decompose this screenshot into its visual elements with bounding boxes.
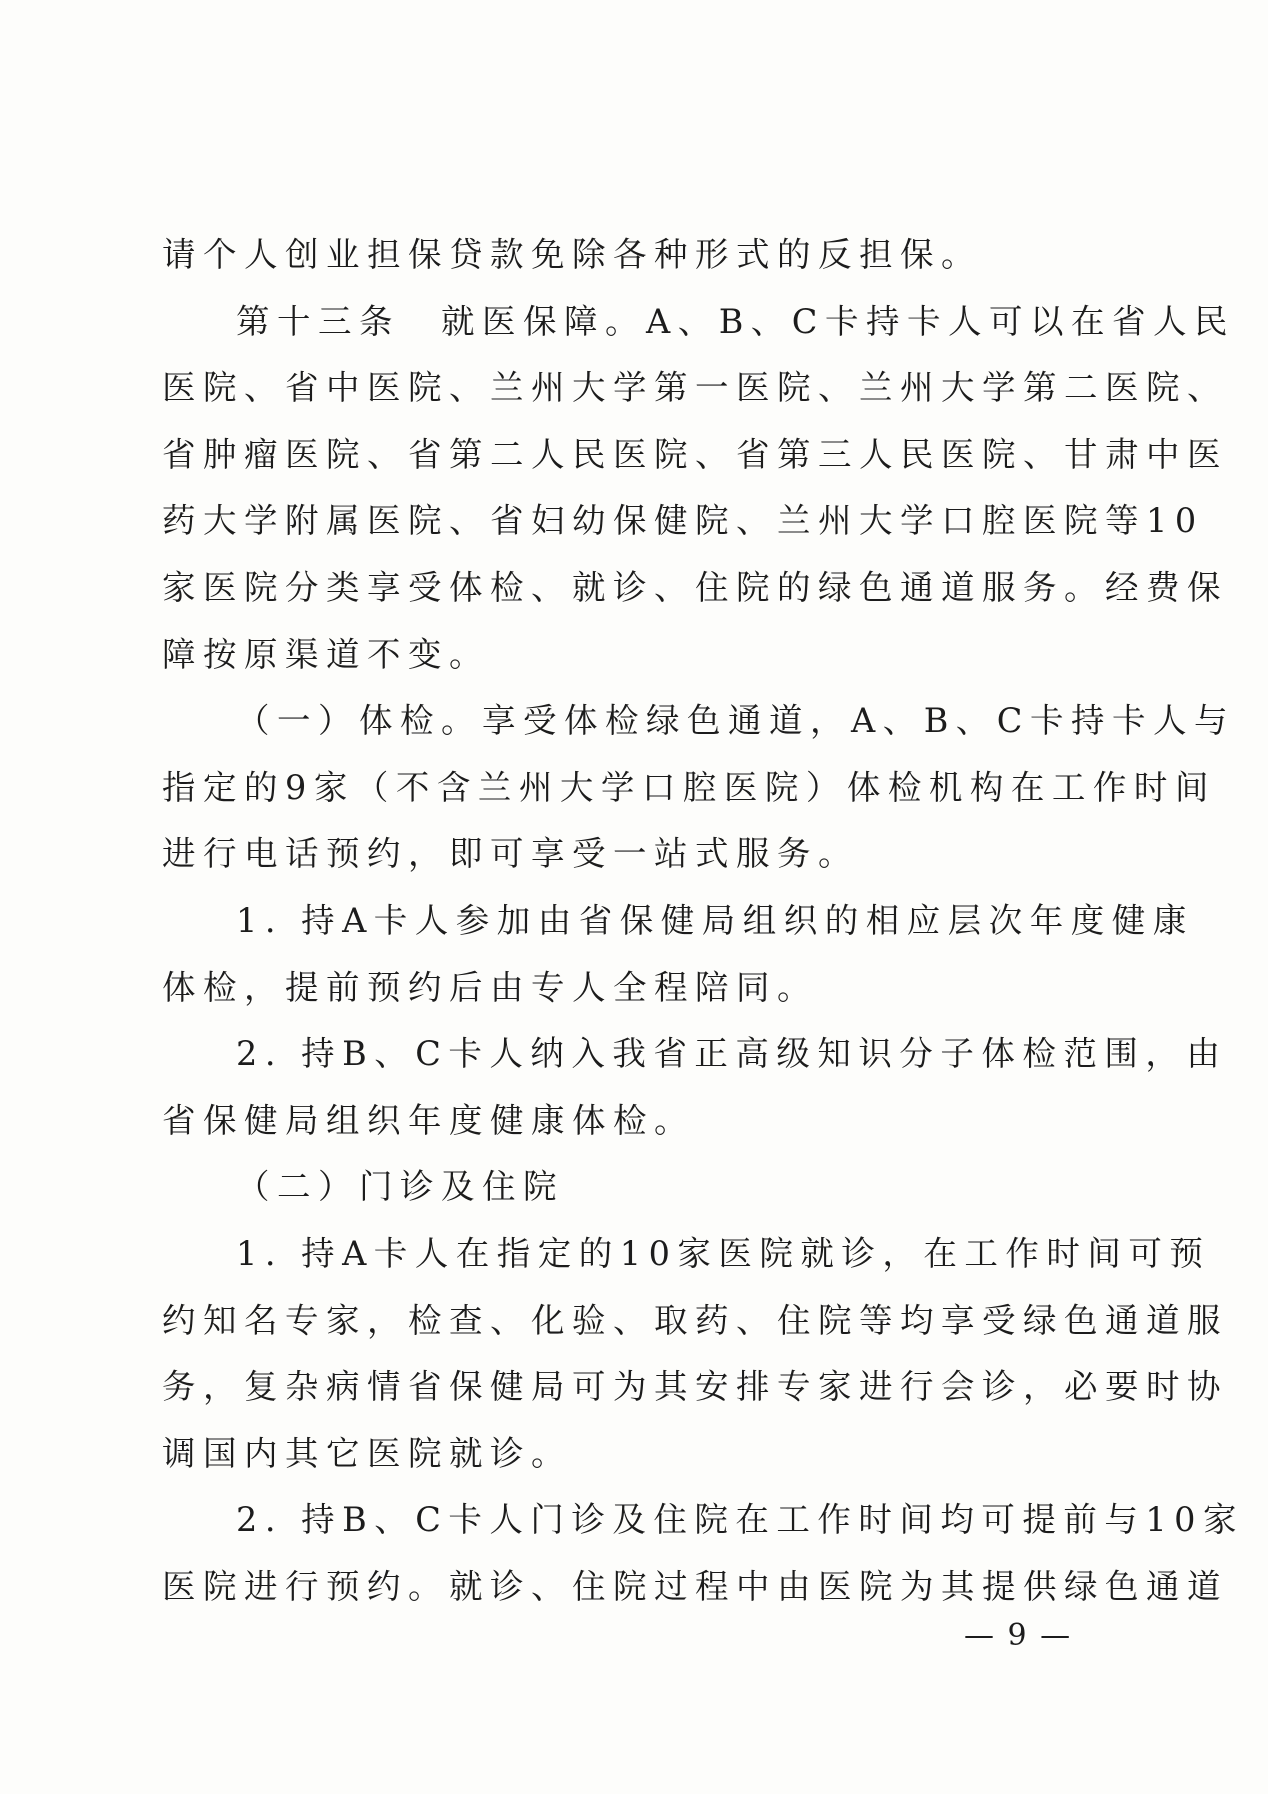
text-line: 2. 持B、C卡人门诊及住院在工作时间均可提前与10家: [236, 1500, 1244, 1540]
text-line: 障按原渠道不变。: [162, 634, 490, 674]
text-line: 省肿瘤医院、省第二人民医院、省第三人民医院、甘肃中医: [162, 434, 1228, 474]
text-line: 药大学附属医院、省妇幼保健院、兰州大学口腔医院等10: [162, 501, 1204, 541]
text-line: 指定的9家（不含兰州大学口腔医院）体检机构在工作时间: [162, 767, 1216, 807]
text-line: 家医院分类享受体检、就诊、住院的绿色通道服务。经费保: [162, 567, 1228, 607]
text-line: 请个人创业担保贷款免除各种形式的反担保。: [162, 235, 982, 274]
text-line: 约知名专家，检查、化验、取药、住院等均享受绿色通道服: [162, 1300, 1228, 1340]
text-line: 1. 持A卡人在指定的10家医院就诊，在工作时间可预: [236, 1233, 1211, 1273]
text-line: 调国内其它医院就诊。: [162, 1433, 572, 1473]
text-line: （二）门诊及住院: [236, 1167, 564, 1207]
text-line: 医院、省中医院、兰州大学第一医院、兰州大学第二医院、: [162, 368, 1228, 408]
text-line: 务，复杂病情省保健局可为其安排专家进行会诊，必要时协: [162, 1367, 1228, 1407]
text-line: 省保健局组织年度健康体检。: [162, 1100, 695, 1140]
text-line: 医院进行预约。就诊、住院过程中由医院为其提供绿色通道: [162, 1566, 1228, 1606]
page-number: — 9 —: [964, 1618, 1073, 1653]
document-body: [162, 222, 1244, 1620]
text-line: 1. 持A卡人参加由省保健局组织的相应层次年度健康: [236, 900, 1194, 940]
text-line: 体检，提前预约后由专人全程陪同。: [162, 967, 818, 1007]
text-line: 第十三条 就医保障。A、B、C卡持卡人可以在省人民: [236, 301, 1235, 341]
text-line: 2. 持B、C卡人纳入我省正高级知识分子体检范围，由: [236, 1034, 1228, 1074]
text-line: 进行电话预约，即可享受一站式服务。: [162, 834, 859, 874]
text-line: （一）体检。享受体检绿色通道，A、B、C卡持卡人与: [236, 701, 1235, 741]
